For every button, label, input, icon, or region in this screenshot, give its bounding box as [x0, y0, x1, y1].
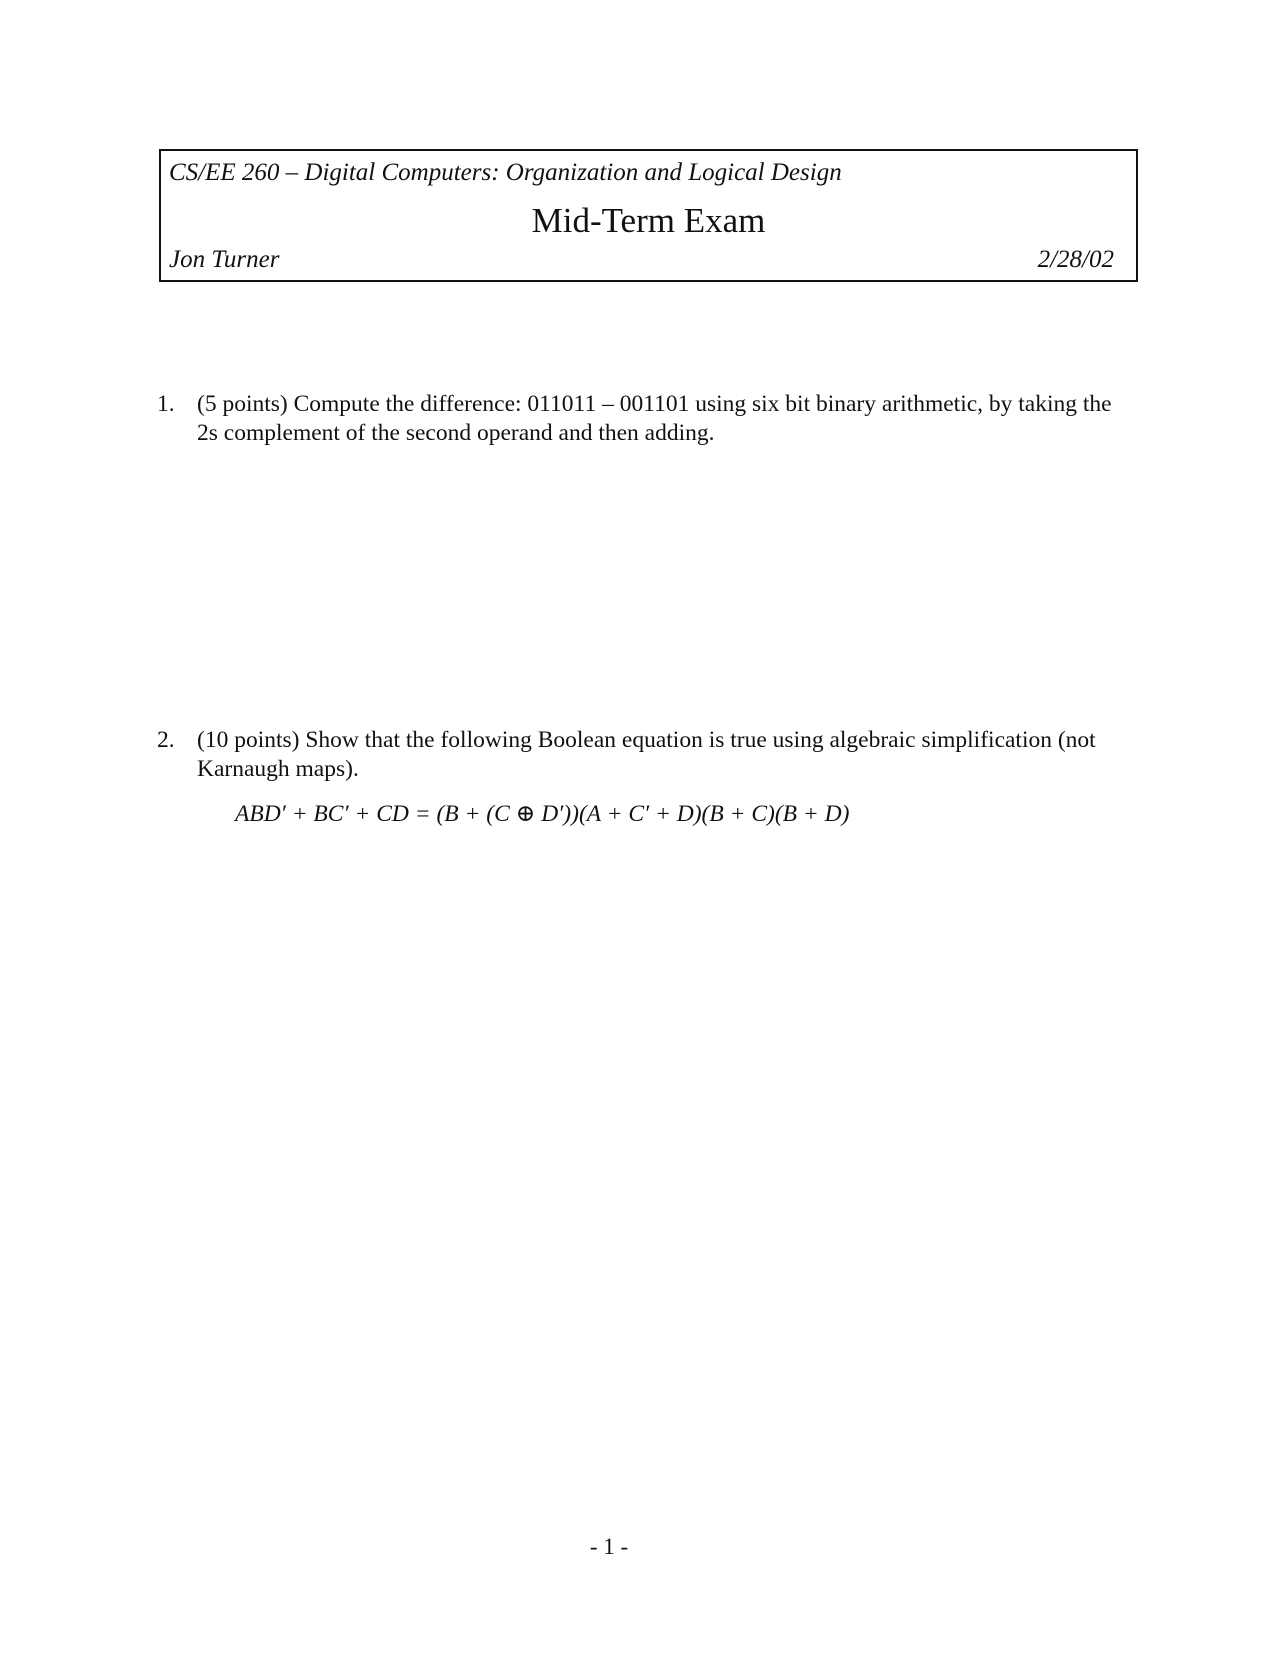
exam-date: 2/28/02	[1037, 246, 1114, 273]
question-text: (5 points) Compute the difference: 011011 – 001101 using six bit binary arithmetic, by taking the 2s complement of the second operand and then adding.	[197, 391, 1112, 446]
course-title: CS/EE 260 – Digital Computers: Organization and Logical Design	[169, 159, 842, 186]
boolean-equation: ABD′ + BC′ + CD = (B + (C ⊕ D′))(A + C′ + D)(B + C)(B + D)	[235, 801, 850, 827]
question-text: (10 points) Show that the following Boolean equation is true using algebraic simplification (not Karnaugh maps).	[197, 727, 1096, 782]
author-name: Jon Turner	[169, 246, 280, 273]
question-2	[157, 726, 1117, 784]
page-number: - 1 -	[589, 1534, 629, 1559]
question-1	[157, 390, 1117, 448]
question-number: 2.	[157, 727, 175, 753]
exam-header	[159, 149, 1138, 282]
question-number: 1.	[157, 391, 175, 417]
exam-title: Mid-Term Exam	[531, 201, 766, 240]
